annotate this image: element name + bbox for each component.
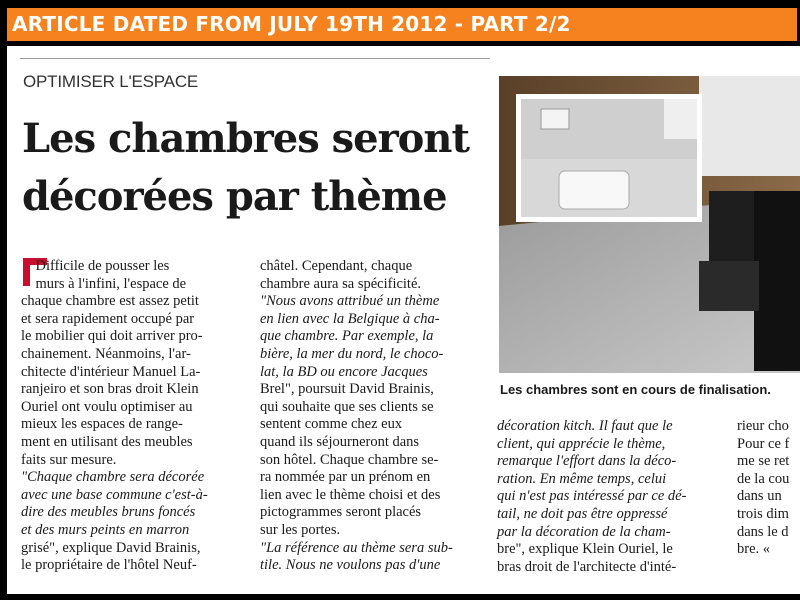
- text-column-2: [260, 258, 490, 575]
- col2-line: lien avec le thème choisi et des: [260, 486, 441, 503]
- col2-line: lat, la BD ou encore Jacques: [260, 363, 428, 380]
- col2-line: sur les portes.: [260, 521, 341, 538]
- room-photo: [499, 76, 800, 373]
- col2-line: pictogrammes seront placés: [260, 504, 422, 521]
- col4-line: trois dim: [737, 505, 789, 522]
- col3-line: bre", explique Klein Ouriel, le: [497, 541, 673, 558]
- bathroom-photo-image: [499, 76, 800, 373]
- col2-line: châtel. Cependant, chaque: [260, 258, 413, 274]
- top-banner: [0, 0, 800, 46]
- text-column-3: [497, 418, 722, 576]
- col2-line: bière, la mer du nord, le choco-: [260, 345, 444, 362]
- col1-line: et des murs peints en marron: [21, 521, 190, 538]
- col1-line: ranjeiro et son bras droit Klein: [21, 381, 199, 398]
- col3-line: client, qui apprécie le thème,: [497, 435, 666, 452]
- col2-line: ra nommée par un prénom en: [260, 469, 431, 486]
- col2-line: quand ils séjourneront dans: [260, 433, 420, 450]
- col3-line: tail, ne doit pas être oppressé: [497, 505, 668, 522]
- col1-line: grisé", explique David Brainis,: [21, 539, 201, 556]
- header-rule: [20, 58, 490, 59]
- col1-line: mieux les espaces de range-: [21, 416, 183, 433]
- col1-line: "Chaque chambre sera décorée: [21, 469, 205, 486]
- col4-line: rieur cho: [737, 418, 789, 434]
- col1-line: ment en utilisant des meubles: [21, 433, 193, 450]
- col3-line: par la décoration de la cham-: [497, 523, 671, 540]
- col2-line: chambre aura sa spécificité.: [260, 275, 422, 292]
- col3-line: qui n'est pas intéressé par ce dé-: [497, 488, 687, 505]
- col3-line: décoration kitch. Il faut que le: [497, 418, 673, 434]
- col4-line: dans un: [737, 488, 782, 505]
- headline: [22, 110, 502, 226]
- col2-line: sentent comme chez eux: [260, 416, 403, 433]
- col1-line: chaque chambre est assez petit: [21, 293, 199, 310]
- col2-line: tile. Nous ne voulons pas d'une: [260, 557, 441, 574]
- col2-line: son hôtel. Chaque chambre se-: [260, 451, 439, 468]
- col4-line: de la cou: [737, 470, 790, 487]
- col4-line: Pour ce f: [737, 435, 790, 452]
- newspaper-clipping: [7, 46, 800, 594]
- col3-line: bras droit de l'architecte d'inté-: [497, 558, 677, 575]
- col4-line: bre. «: [737, 541, 771, 558]
- col1-line: le propriétaire de l'hôtel Neuf-: [21, 557, 197, 574]
- col2-line: "Nous avons attribué un thème: [260, 293, 440, 310]
- col1-line: et sera rapidement occupé par: [21, 310, 195, 327]
- col2-line: en lien avec la Belgique à cha-: [260, 310, 440, 327]
- photo-caption: Les chambres sont en cours de finalisation.: [500, 382, 771, 397]
- banner-title: ARTICLE DATED FROM JULY 19TH 2012 - PART 2/2: [12, 12, 571, 36]
- text-column-1: [21, 258, 246, 575]
- col1-line: murs à l'infini, l'espace de: [21, 275, 187, 292]
- col2-line: que chambre. Par exemple, la: [260, 328, 434, 345]
- headline-line-1: Les chambres seront: [22, 115, 469, 162]
- col1-line: chainement. Néanmoins, l'ar-: [21, 345, 191, 362]
- headline-line-2: décorées par thème: [22, 173, 447, 220]
- col2-line: "La référence au thème sera sub-: [260, 539, 453, 556]
- text-column-4: [737, 418, 800, 559]
- col1-line: le mobilier qui doit arriver pro-: [21, 328, 203, 345]
- col4-line: me se ret: [737, 453, 790, 470]
- kicker: OPTIMISER L'ESPACE: [23, 72, 199, 91]
- col1-line: Difficile de pousser les: [21, 258, 170, 274]
- col1-line: chitecte d'intérieur Manuel La-: [21, 363, 201, 380]
- col1-line: dire des meubles bruns foncés: [21, 504, 196, 521]
- col3-line: ration. En même temps, celui: [497, 470, 667, 487]
- col1-line: avec une base commune c'est-à-: [21, 486, 208, 503]
- col1-line: faits sur mesure.: [21, 451, 117, 468]
- col2-line: qui souhaite que ses clients se: [260, 398, 434, 415]
- col1-line: Ouriel ont voulu optimiser au: [21, 398, 193, 415]
- col3-line: remarque l'effort dans la déco-: [497, 453, 677, 470]
- col4-line: dans le d: [737, 523, 789, 540]
- col2-line: Brel", poursuit David Brainis,: [260, 381, 434, 398]
